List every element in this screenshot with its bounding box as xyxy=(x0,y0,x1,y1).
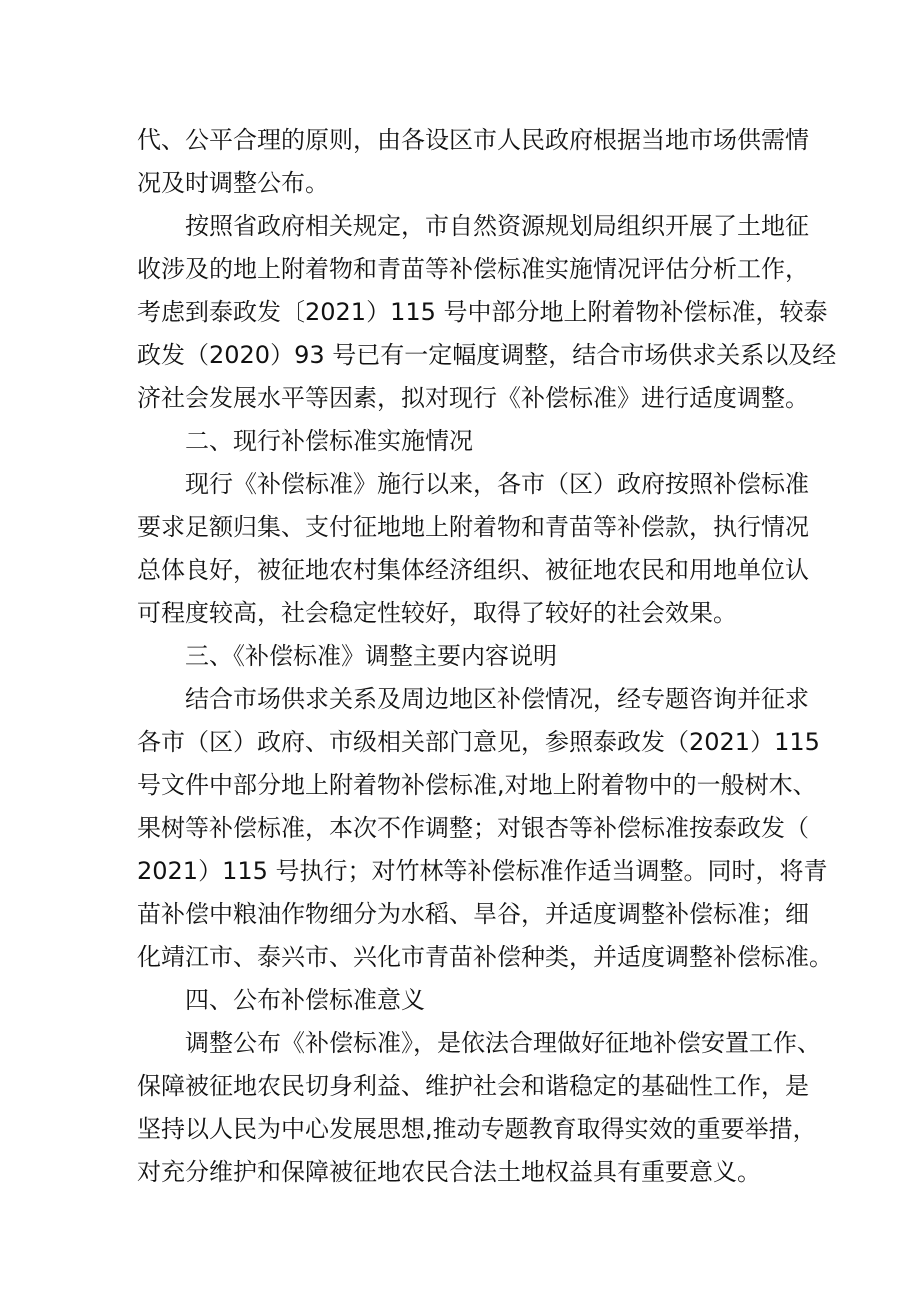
text-line: 化靖江市、泰兴市、兴化市青苗补偿种类，并适度调整补偿标准。 xyxy=(137,943,833,971)
text-line: 果树等补偿标准，本次不作调整；对银杏等补偿标准按泰政发（ xyxy=(137,814,809,842)
text-line: 按照省政府相关规定，市自然资源规划局组织开展了土地征 xyxy=(185,212,809,240)
text-line: 调整公布《补偿标准》，是依法合理做好征地补偿安置工作、 xyxy=(185,1029,821,1057)
text-line: 总体良好，被征地农村集体经济组织、被征地农民和用地单位认 xyxy=(137,556,809,584)
text-line: 济社会发展水平等因素，拟对现行《补偿标准》进行适度调整。 xyxy=(137,384,809,412)
section-heading: 二、现行补偿标准实施情况 xyxy=(185,427,473,455)
text-line: 各市（区）政府、市级相关部门意见，参照泰政发（2021）115 xyxy=(137,728,820,756)
text-line: 况及时调整公布。 xyxy=(137,169,329,197)
text-line: 2021）115 号执行；对竹林等补偿标准作适当调整。同时，将青 xyxy=(137,857,828,885)
text-line: 要求足额归集、支付征地地上附着物和青苗等补偿款，执行情况 xyxy=(137,513,809,541)
text-line: 考虑到泰政发〔2021）115 号中部分地上附着物补偿标准，较泰 xyxy=(137,298,828,326)
text-line: 代、公平合理的原则，由各设区市人民政府根据当地市场供需情 xyxy=(137,126,809,154)
text-line: 现行《补偿标准》施行以来，各市（区）政府按照补偿标准 xyxy=(185,470,809,498)
section-heading: 四、公布补偿标准意义 xyxy=(185,986,425,1014)
text-line: 苗补偿中粮油作物细分为水稻、旱谷，并适度调整补偿标准；细 xyxy=(137,900,809,928)
text-line: 收涉及的地上附着物和青苗等补偿标准实施情况评估分析工作， xyxy=(137,255,809,283)
text-line: 保障被征地农民切身利益、维护社会和谐稳定的基础性工作，是 xyxy=(137,1072,809,1100)
text-line: 政发（2020）93 号已有一定幅度调整，结合市场供求关系以及经 xyxy=(137,341,837,369)
text-line: 对充分维护和保障被征地农民合法土地权益具有重要意义。 xyxy=(137,1158,761,1186)
text-line: 可程度较高，社会稳定性较好，取得了较好的社会效果。 xyxy=(137,599,737,627)
section-heading: 三、《补偿标准》调整主要内容说明 xyxy=(185,642,557,670)
text-line: 号文件中部分地上附着物补偿标准,对地上附着物中的一般树木、 xyxy=(137,771,817,799)
text-line: 坚持以人民为中心发展思想,推动专题教育取得实效的重要举措， xyxy=(137,1115,817,1143)
text-line: 结合市场供求关系及周边地区补偿情况，经专题咨询并征求 xyxy=(185,685,809,713)
